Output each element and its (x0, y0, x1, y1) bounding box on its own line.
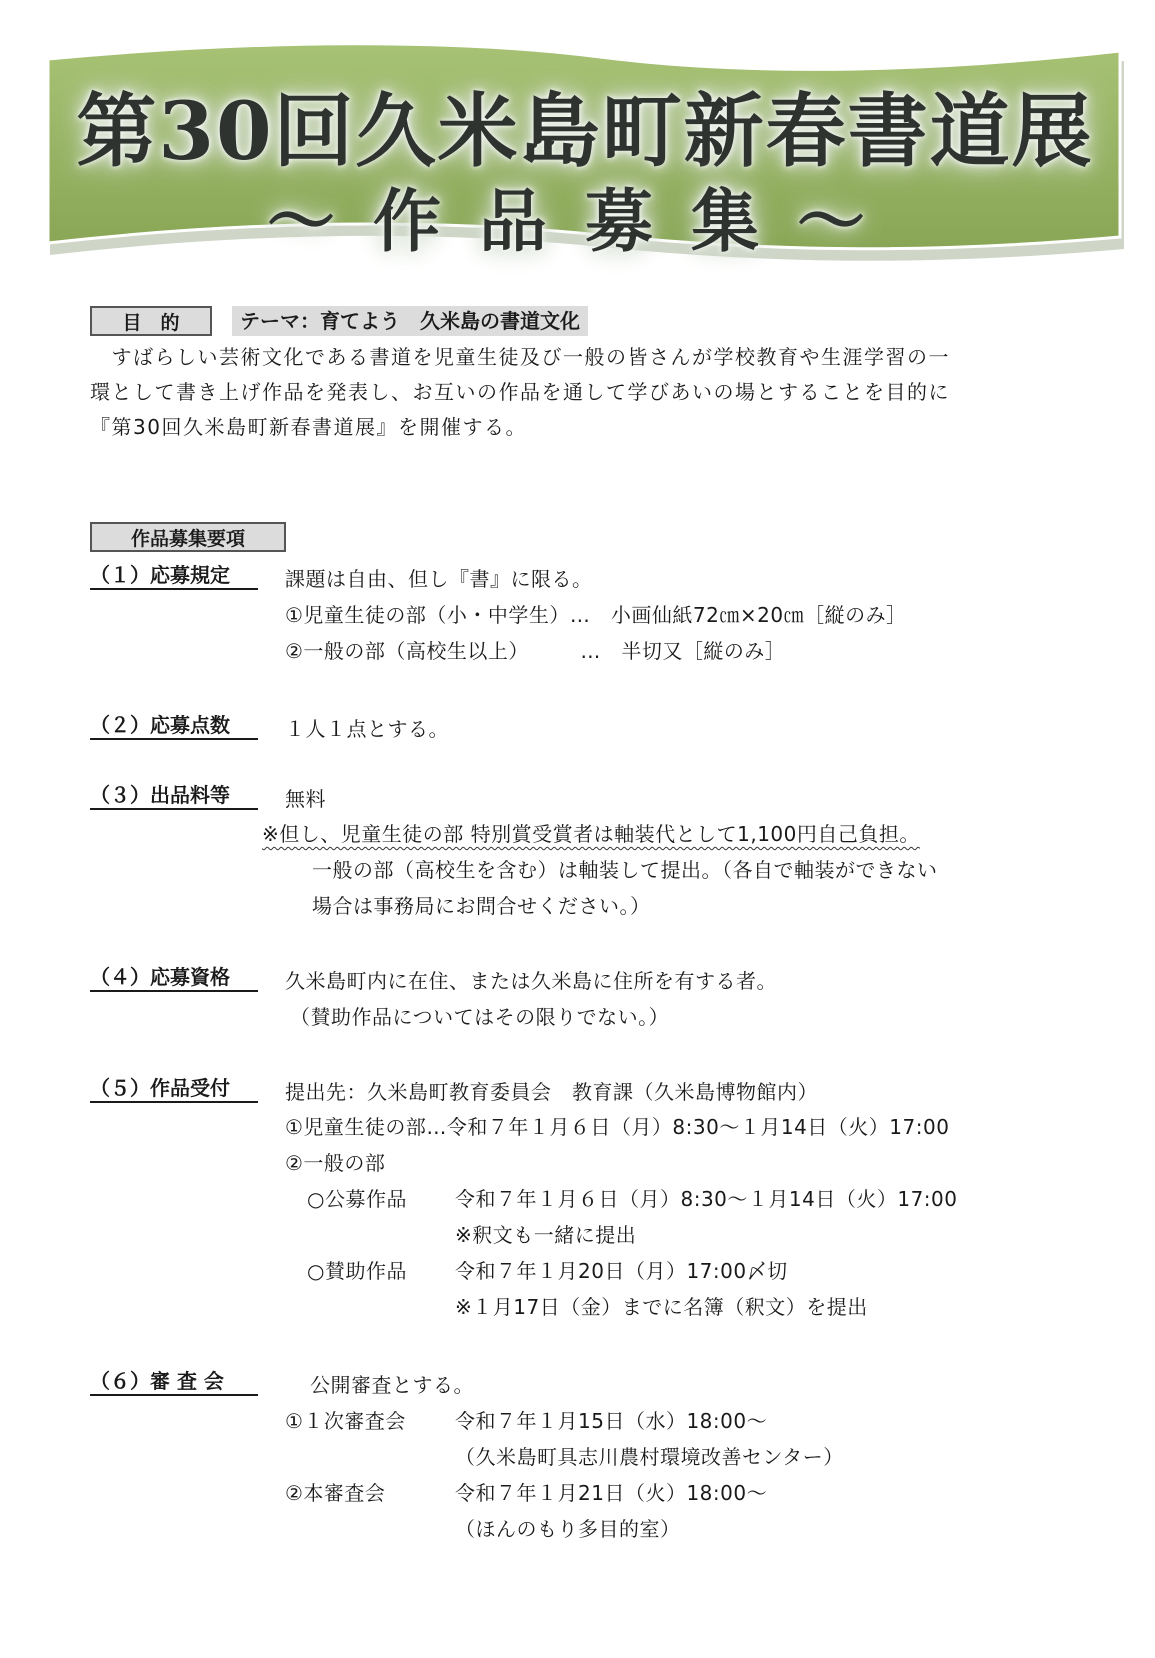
banner-title: 第30回久米島町新春書道展 (76, 84, 1094, 178)
reception-heading: （５）作品受付 (90, 1075, 258, 1103)
reception-line-2: ①児童生徒の部…令和７年１月６日（月）8:30～１月14日（火）17:00 (285, 1115, 950, 1139)
fee-line-4: 場合は事務局にお問合せください。） (312, 894, 651, 918)
purpose-body (90, 340, 1075, 445)
rules-line-2: ①児童生徒の部（小・中学生）… 小画仙紙72㎝×20㎝［縦のみ］ (285, 603, 907, 627)
fee-line-1: 無料 (285, 787, 326, 811)
purpose-label: 目 的 (90, 306, 212, 336)
purpose-line-1: すばらしい芸術文化である書道を児童生徒及び一般の皆さんが学校教育や生涯学習の一 (90, 345, 950, 369)
purpose-line-3: 『第30回久米島町新春書道展』を開催する。 (90, 415, 527, 439)
theme-text: テーマ：育てよう 久米島の書道文化 (232, 306, 588, 336)
eligibility-heading: （４）応募資格 (90, 964, 258, 992)
fee-note: ※但し、児童生徒の部 特別賞受賞者は軸装代として1,100円自己負担。 (262, 822, 920, 846)
rules-line-3: ②一般の部（高校生以上） … 半切又［縦のみ］ (285, 639, 786, 663)
banner-subtitle: ～作品募集～ (266, 182, 903, 262)
eligibility-line-1: 久米島町内に在住、または久米島に住所を有する者。 (285, 969, 777, 993)
review-first-venue: （久米島町具志川農村環境改善センター） (455, 1445, 844, 1469)
reception-public-label: ○公募作品 (307, 1187, 407, 1211)
reception-support-date: 令和７年１月20日（月）17:00〆切 (455, 1259, 788, 1283)
reception-public-note: ※釈文も一緒に提出 (455, 1223, 637, 1247)
title-banner (40, 45, 1130, 267)
reception-line-1: 提出先：久米島町教育委員会 教育課（久米島博物館内） (285, 1080, 818, 1104)
review-main-venue: （ほんのもり多目的室） (455, 1517, 681, 1541)
review-main-date: 令和７年１月21日（火）18:00～ (455, 1481, 768, 1505)
review-main-label: ②本審査会 (285, 1481, 386, 1505)
eligibility-line-2: （賛助作品についてはその限りでない。） (290, 1005, 670, 1029)
review-line-1: 公開審査とする。 (310, 1373, 474, 1397)
reception-support-label: ○賛助作品 (307, 1259, 407, 1283)
count-heading: （２）応募点数 (90, 712, 258, 740)
purpose-line-2: 環として書き上げ作品を発表し、お互いの作品を通して学びあいの場とすることを目的に (90, 380, 950, 404)
rules-heading: （１）応募規定 (90, 562, 258, 590)
fee-heading: （３）出品料等 (90, 782, 258, 810)
reception-support-note: ※１月17日（金）までに名簿（釈文）を提出 (455, 1295, 868, 1319)
rules-line-1: 課題は自由、但し『書』に限る。 (285, 567, 593, 591)
count-line-1: １人１点とする。 (285, 717, 449, 741)
reception-public-date: 令和７年１月６日（月）8:30～１月14日（火）17:00 (455, 1187, 958, 1211)
reception-line-3: ②一般の部 (285, 1151, 386, 1175)
review-heading: （６）審 査 会 (90, 1368, 258, 1396)
fee-line-3: 一般の部（高校生を含む）は軸装して提出。（各自で軸装ができない (312, 858, 938, 882)
review-first-date: 令和７年１月15日（水）18:00～ (455, 1409, 768, 1433)
review-first-label: ①１次審査会 (285, 1409, 406, 1433)
guidelines-label: 作品募集要項 (90, 522, 286, 552)
